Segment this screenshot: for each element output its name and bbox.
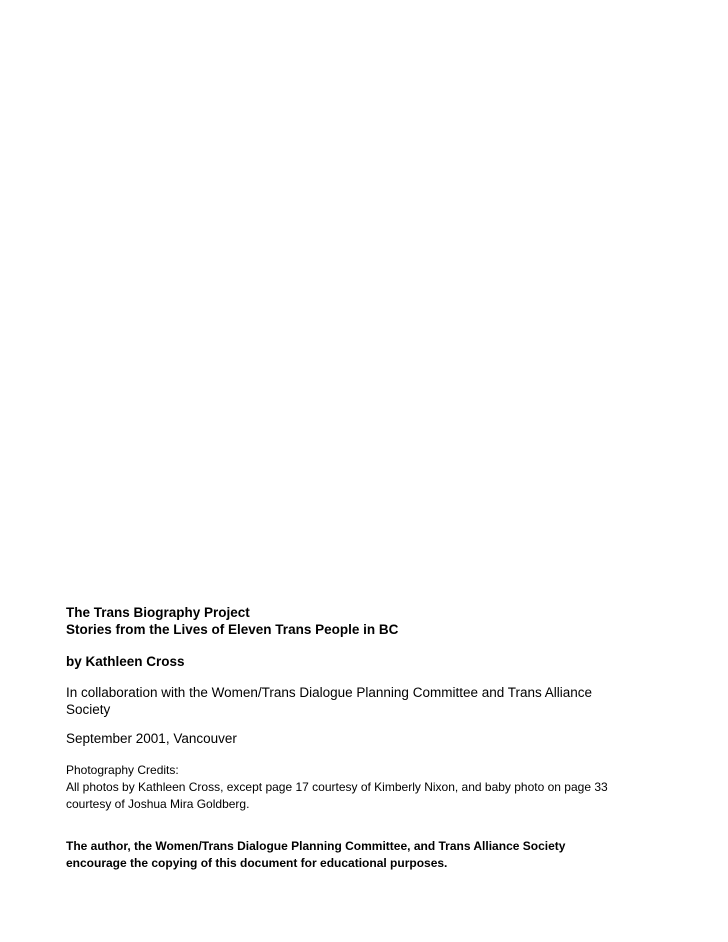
credits-line-1: All photos by Kathleen Cross, except page 17 courtesy of Kimberly Nixon, and baby photo on page 33	[66, 780, 608, 794]
credits-heading: Photography Credits:	[66, 763, 179, 777]
document-subtitle: Stories from the Lives of Eleven Trans People in BC	[66, 622, 399, 637]
date-place	[66, 730, 676, 747]
date-place-text: September 2001, Vancouver	[66, 731, 237, 746]
notice-line-2: encourage the copying of this document for educational purposes.	[66, 856, 448, 870]
author-line	[66, 653, 676, 670]
notice-line-1: The author, the Women/Trans Dialogue Planning Committee, and Trans Alliance Society	[66, 839, 566, 853]
title-block	[66, 604, 676, 638]
document-title: The Trans Biography Project	[66, 605, 250, 620]
author-name: by Kathleen Cross	[66, 654, 185, 669]
collaboration-note	[66, 684, 676, 718]
collaboration-text: In collaboration with the Women/Trans Dialogue Planning Committee and Trans Alliance Society	[66, 685, 593, 717]
copying-notice	[66, 838, 676, 872]
photography-credits	[66, 762, 676, 813]
credits-line-2: courtesy of Joshua Mira Goldberg.	[66, 797, 250, 811]
